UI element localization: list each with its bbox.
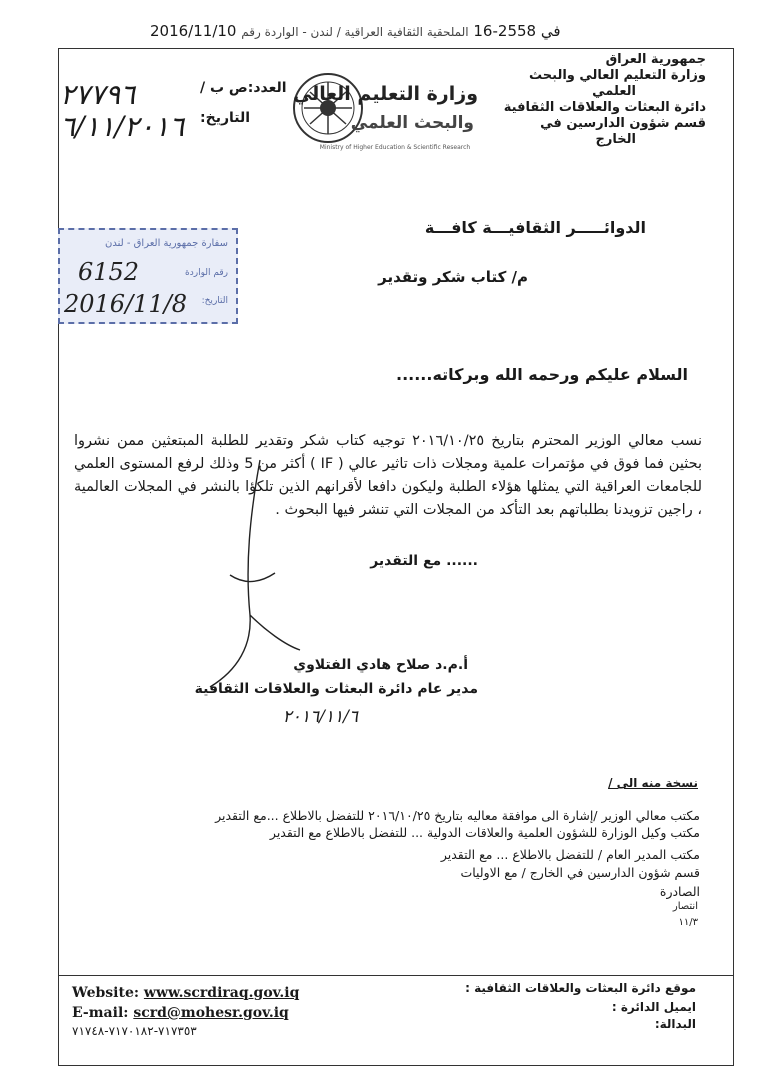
footer-phone-label: البدالة: (654, 1017, 696, 1031)
copy-item: مكتب معالي الوزير /إشارة الى موافقة معاليه بتاريخ ٢٠١٦/١٠/٢٥ للتفضل بالاطلاع ...مع التقدير (215, 808, 700, 823)
ministry-line: العلمي (592, 84, 636, 99)
date-value: ٦/١١/٢٠١٦ (60, 110, 185, 143)
logo-text-line-1: وزارة التعليم العالي (292, 83, 478, 105)
date-label: التاريخ: (200, 110, 251, 126)
footer-mail-label: ايميل الدائرة : (611, 1000, 696, 1014)
letter-subject: م/ كتاب شكر وتقدير (378, 268, 528, 286)
handwritten-signature (190, 455, 310, 695)
ministry-line: وزارة التعليم العالي والبحث (529, 68, 706, 83)
signatory-name: أ.م.د صلاح هادي الفتلاوي (293, 657, 468, 673)
ministry-line: قسم شؤون الدارسين في (540, 116, 706, 131)
number-label: العدد:ص ب / (200, 80, 287, 96)
footer-website (72, 985, 299, 1001)
footer-phone: ٧١٧٣٥٣-٧١٧٠١٨٢-٧١٧٤٨ (72, 1024, 197, 1038)
stamp-date-value: 2016/11/8 (64, 290, 188, 318)
copy-item: مكتب المدير العام / للتفضل بالاطلاع ... مع التقدير (440, 847, 700, 862)
ministry-line: الخارج (595, 132, 636, 147)
stamp-received-value: 6152 (78, 258, 140, 286)
footer-site-label: موقع دائرة البعثات والعلاقات الثقافية : (465, 981, 696, 995)
signature-date: ٢٠١٦/١١/٦ (282, 707, 358, 727)
ministry-line: جمهورية العراق (605, 52, 706, 67)
footer-email (72, 1005, 289, 1021)
copy-item: قسم شؤون الدارسين في الخارج / مع الاوليات (460, 865, 700, 880)
top-line-date: 2016/11/10 (150, 22, 237, 40)
ministry-emblem-icon (288, 66, 488, 154)
top-line-fi: في (540, 22, 561, 40)
email-link[interactable]: scrd@mohesr.gov.iq (133, 1005, 289, 1021)
signatory-title: مدير عام دائرة البعثات والعلاقات الثقافية (194, 681, 478, 697)
typist-ref-value: ١١/٣ (678, 917, 698, 928)
logo-text-line-2: والبحث العلمي (350, 113, 474, 133)
stamp-received-label: رقم الواردة (185, 268, 228, 278)
top-line-ref: 2558-16 (473, 22, 537, 40)
ministry-logo (288, 66, 488, 154)
top-registration-line (150, 22, 590, 40)
ministry-header (491, 52, 706, 148)
letter-body: نسب معالي الوزير المحترم بتاريخ ٢٠١٦/١٠/٢٥ توجيه كتاب شكر وتقدير للطلبة المبتعثين ممن نشروا بحثين فما فوق في مؤتمرات علمية ومجلات ذات تاثير عالي ( IF ) أكثر من 5 وذلك لرفع المستوى العلمي للجامعات العراقية التي يمثلها هؤلاء الطلبة وليكون دافعا لأقرانهم الذين تلكؤا بالنشر في المجلات العالمية ، راجين تزويدنا بطلباتهم بعد التأكد من المجلات التي تنشر فيها البحوث . (74, 433, 703, 518)
number-value: ٢٧٧٩٦ (60, 78, 136, 111)
top-line-arabic: الملحقية الثقافية العراقية / لندن - الواردة رقم (241, 25, 469, 39)
stamp-date-label: التاريخ: (201, 296, 228, 306)
stamp-title: سفارة جمهورية العراق - لندن (105, 238, 228, 249)
embassy-received-stamp (58, 228, 238, 324)
letter-recipients: الدوائـــــر الثقافيـــة كافـــة (424, 218, 646, 237)
ministry-line: دائرة البعثات والعلاقات الثقافية (503, 100, 706, 115)
copy-item: الصادرة (659, 884, 700, 899)
letter-greeting: السلام عليكم ورحمه الله وبركاته...... (395, 365, 688, 384)
email-prefix: E-mail: (72, 1005, 134, 1021)
website-prefix: Website: (72, 985, 144, 1001)
logo-english-caption: Ministry of Higher Education & Scientific Research (319, 144, 471, 151)
copy-item: مكتب وكيل الوزارة للشؤون العلمية والعلاقات الدولية ... للتفضل بالاطلاع مع التقدير (269, 825, 700, 840)
copies-title: نسخة منه الى / (608, 776, 698, 790)
footer-divider (58, 975, 734, 976)
typist-ref-label: انتصار (672, 901, 698, 912)
letter-closing: ...... مع التقدير (370, 553, 478, 569)
website-link[interactable]: www.scrdiraq.gov.iq (143, 985, 300, 1001)
